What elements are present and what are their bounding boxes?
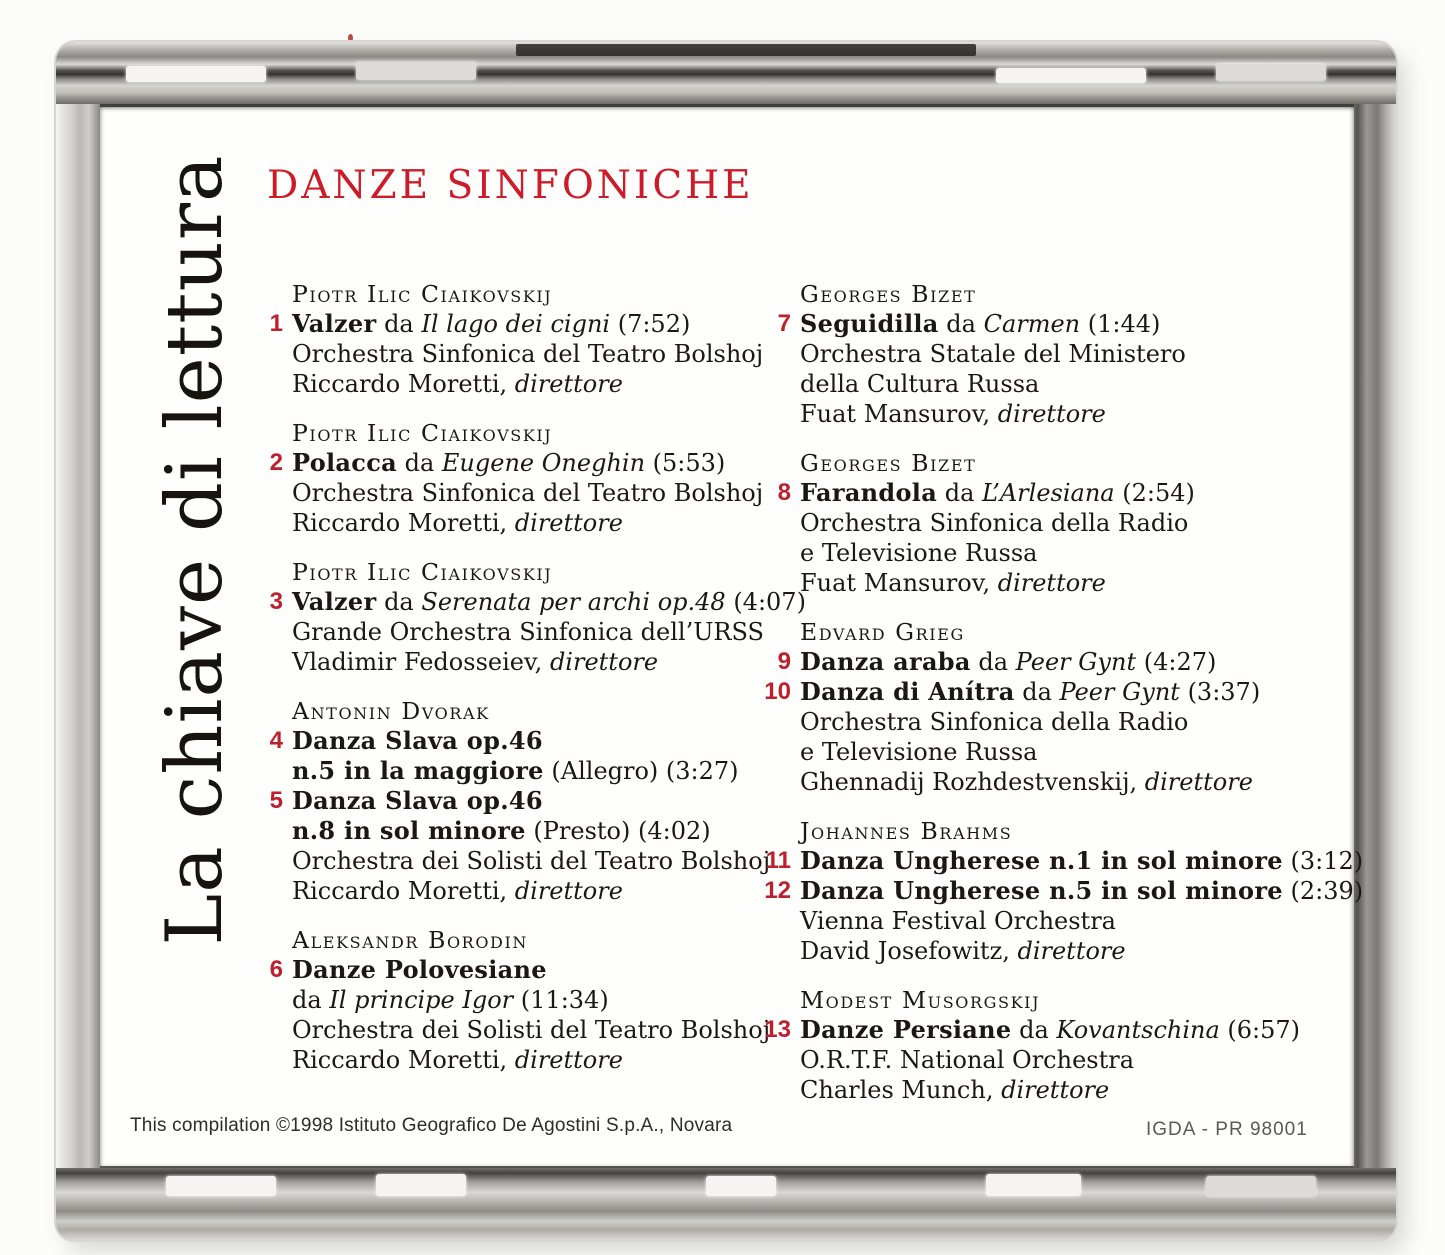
credit-line: [760, 538, 1345, 568]
tracklist-right-column: [760, 279, 1364, 1124]
credit-line: [760, 508, 1345, 538]
track-number: [262, 647, 292, 677]
track-title-line: [262, 955, 742, 985]
case-highlight: [356, 62, 476, 80]
track-title-continuation: [262, 756, 742, 786]
credit-line: [760, 737, 1345, 767]
tray-tooth: [1206, 1176, 1316, 1196]
credit-line: [262, 478, 764, 508]
track-group: [262, 925, 771, 1075]
credit-line: [760, 707, 1345, 737]
track-text: Orchestra Sinfonica della Radio: [800, 708, 1189, 736]
track-title-line: [760, 647, 1345, 677]
composer-line: [262, 925, 742, 955]
track-text: Grande Orchestra Sinfonica dell’URSS: [292, 618, 764, 646]
track-text: n.8 in sol minore (Presto) (4:02): [292, 816, 711, 845]
track-number: [262, 617, 292, 647]
credit-line: [262, 1045, 742, 1075]
track-group: [760, 617, 1345, 797]
track-title-line: [262, 587, 806, 617]
track-title-line: [760, 846, 1364, 876]
tray-tooth: [166, 1176, 276, 1196]
credit-line: [760, 399, 1345, 429]
track-number: [760, 737, 800, 767]
composer-line: [262, 418, 742, 448]
track-number: [262, 985, 292, 1015]
composer-line: [760, 279, 1345, 309]
track-text: Danza Ungherese n.5 in sol minore (2:39): [800, 876, 1364, 905]
track-number: [262, 876, 292, 906]
tray-card: [100, 107, 1364, 1166]
composer-line: [262, 279, 742, 309]
credit-line: [262, 647, 742, 677]
track-number: 11: [765, 847, 791, 874]
composer-name: Johannes Brahms: [800, 817, 1013, 845]
credit-line: [262, 369, 742, 399]
composer-name: Modest Musorgskij: [800, 986, 1041, 1014]
track-number: 13: [764, 1016, 791, 1043]
credit-line: [760, 767, 1345, 797]
track-text: Valzer da Il lago dei cigni (7:52): [292, 309, 691, 338]
track-number: [760, 369, 800, 399]
track-number-gutter: [262, 557, 292, 587]
track-number-gutter: [262, 696, 292, 726]
track-title-line: [262, 309, 742, 339]
track-text: Orchestra Statale del Ministero: [800, 340, 1186, 368]
track-text: Danza di Anítra da Peer Gynt (3:37): [800, 677, 1261, 706]
track-number: 3: [269, 588, 283, 615]
track-number-gutter: [760, 448, 800, 478]
track-title-line: [760, 1015, 1345, 1045]
composer-line: [760, 448, 1345, 478]
track-text: David Josefowitz, direttore: [800, 937, 1126, 965]
track-title-line: [760, 309, 1345, 339]
track-number: [262, 369, 292, 399]
track-text: Orchestra Sinfonica del Teatro Bolshoj: [292, 340, 764, 368]
composer-name: Piotr Ilic Ciaikovskij: [292, 419, 553, 447]
track-number: 8: [777, 479, 791, 506]
scan-artifact: [348, 34, 353, 42]
track-title-line: [760, 478, 1345, 508]
composer-line: [760, 816, 1345, 846]
track-text: Charles Munch, direttore: [800, 1076, 1110, 1104]
series-title: La chiave di lettura: [150, 154, 240, 946]
track-title-continuation: [262, 816, 742, 846]
track-number: [262, 478, 292, 508]
track-number-gutter: [760, 985, 800, 1015]
track-title-line: [262, 786, 742, 816]
track-text: Seguidilla da Carmen (1:44): [800, 309, 1161, 338]
track-group: [262, 418, 764, 538]
track-number: [760, 399, 800, 429]
case-highlight: [1216, 64, 1326, 81]
track-text: Farandola da L’Arlesiana (2:54): [800, 478, 1195, 507]
track-title-line: [262, 448, 742, 478]
track-text: Orchestra Sinfonica della Radio: [800, 509, 1189, 537]
track-group: [262, 696, 771, 906]
track-text: Danza araba da Peer Gynt (4:27): [800, 647, 1217, 676]
track-text: della Cultura Russa: [800, 370, 1040, 398]
track-number: [760, 339, 800, 369]
credit-line: [760, 906, 1345, 936]
track-number: 7: [777, 310, 791, 337]
composer-name: Piotr Ilic Ciaikovskij: [292, 280, 553, 308]
case-right-edge: [1354, 104, 1396, 1168]
composer-name: Georges Bizet: [800, 449, 977, 477]
track-number-gutter: [760, 279, 800, 309]
case-left-edge: [56, 104, 100, 1168]
track-number: 6: [269, 956, 283, 983]
credit-line: [760, 936, 1345, 966]
track-group: [262, 557, 806, 677]
track-text: Danze Polovesiane: [292, 955, 547, 984]
case-bottom-edge: [56, 1166, 1396, 1240]
composer-line: [760, 985, 1345, 1015]
credit-line: [262, 617, 764, 647]
track-number: [760, 767, 800, 797]
track-number-gutter: [262, 925, 292, 955]
track-number: 5: [269, 787, 283, 814]
track-number: [262, 339, 292, 369]
credit-line: [262, 1015, 771, 1045]
track-text: Fuat Mansurov, direttore: [800, 569, 1106, 597]
track-number: 2: [269, 449, 283, 476]
track-text: Fuat Mansurov, direttore: [800, 400, 1106, 428]
case-top-dark-band: [516, 44, 976, 56]
track-text: Valzer da Serenata per archi op.48 (4:07): [292, 587, 806, 616]
credit-line: [760, 1075, 1345, 1105]
track-text: Danza Slava op.46: [292, 786, 543, 815]
track-text: Riccardo Moretti, direttore: [292, 1046, 623, 1074]
composer-line: [760, 617, 1345, 647]
track-number: [262, 1045, 292, 1075]
track-text: e Televisione Russa: [800, 738, 1038, 766]
credit-line: [262, 339, 764, 369]
track-number: [760, 568, 800, 598]
track-number: [760, 538, 800, 568]
tray-tooth: [986, 1174, 1081, 1196]
track-number: 10: [764, 678, 791, 705]
track-number: [262, 1015, 292, 1045]
track-number: [262, 756, 292, 786]
track-text: da Il principe Igor (11:34): [292, 986, 609, 1014]
track-group: [760, 816, 1364, 966]
track-text: Ghennadij Rozhdestvenskij, direttore: [800, 768, 1253, 796]
case-highlight: [996, 68, 1146, 83]
track-number: 4: [269, 727, 283, 754]
track-number: [262, 816, 292, 846]
track-title-line: [262, 726, 742, 756]
composer-name: Georges Bizet: [800, 280, 977, 308]
track-number: [760, 508, 800, 538]
credit-line: [760, 369, 1345, 399]
composer-line: [262, 696, 742, 726]
track-number-gutter: [760, 617, 800, 647]
composer-name: Antonin Dvorak: [292, 697, 490, 725]
track-text: Orchestra Sinfonica del Teatro Bolshoj: [292, 479, 764, 507]
track-number: [760, 936, 800, 966]
composer-line: [262, 557, 742, 587]
track-group: [760, 448, 1345, 598]
track-text: Danze Persiane da Kovantschina (6:57): [800, 1015, 1301, 1044]
track-text: Riccardo Moretti, direttore: [292, 370, 623, 398]
track-text: O.R.T.F. National Orchestra: [800, 1046, 1135, 1074]
track-text: Vienna Festival Orchestra: [800, 907, 1116, 935]
track-text: Orchestra dei Solisti del Teatro Bolshoj: [292, 1016, 771, 1044]
track-number: [262, 508, 292, 538]
catalog-number: IGDA - PR 98001: [1146, 1119, 1308, 1140]
credit-line: [262, 876, 742, 906]
track-title-continuation: [262, 985, 742, 1015]
track-number-gutter: [262, 418, 292, 448]
track-text: Polacca da Eugene Oneghin (5:53): [292, 448, 726, 477]
composer-name: Edvard Grieg: [800, 618, 965, 646]
track-number: [760, 1045, 800, 1075]
copyright-line: This compilation ©1998 Istituto Geografico De Agostini S.p.A., Novara: [130, 1115, 733, 1136]
case-highlight: [126, 66, 266, 82]
track-number: 9: [777, 648, 791, 675]
track-number: [262, 846, 292, 876]
track-text: Riccardo Moretti, direttore: [292, 509, 623, 537]
credit-line: [760, 568, 1345, 598]
album-title: DANZE SINFONICHE: [267, 163, 754, 208]
track-text: e Televisione Russa: [800, 539, 1038, 567]
track-number: [760, 707, 800, 737]
track-text: Danza Slava op.46: [292, 726, 543, 755]
track-number-gutter: [760, 816, 800, 846]
track-number: [760, 1075, 800, 1105]
composer-name: Piotr Ilic Ciaikovskij: [292, 558, 553, 586]
track-title-line: [760, 876, 1364, 906]
track-number: 1: [269, 310, 283, 337]
track-text: Riccardo Moretti, direttore: [292, 877, 623, 905]
track-text: Vladimir Fedosseiev, direttore: [292, 648, 659, 676]
track-group: [760, 279, 1345, 429]
track-group: [760, 985, 1345, 1105]
tray-tooth: [706, 1176, 776, 1196]
tray-tooth: [376, 1174, 466, 1196]
track-text: Danza Ungherese n.1 in sol minore (3:12): [800, 846, 1364, 875]
track-number: 12: [764, 877, 791, 904]
composer-name: Aleksandr Borodin: [292, 926, 528, 954]
credit-line: [760, 1045, 1345, 1075]
track-title-line: [760, 677, 1345, 707]
track-number-gutter: [262, 279, 292, 309]
track-number: [760, 906, 800, 936]
credit-line: [760, 339, 1345, 369]
case-top-edge: [56, 42, 1396, 107]
credit-line: [262, 508, 742, 538]
track-group: [262, 279, 764, 399]
credit-line: [262, 846, 771, 876]
cd-jewel-case-back: [56, 42, 1396, 1240]
track-text: Orchestra dei Solisti del Teatro Bolshoj: [292, 847, 771, 875]
track-text: n.5 in la maggiore (Allegro) (3:27): [292, 756, 739, 785]
